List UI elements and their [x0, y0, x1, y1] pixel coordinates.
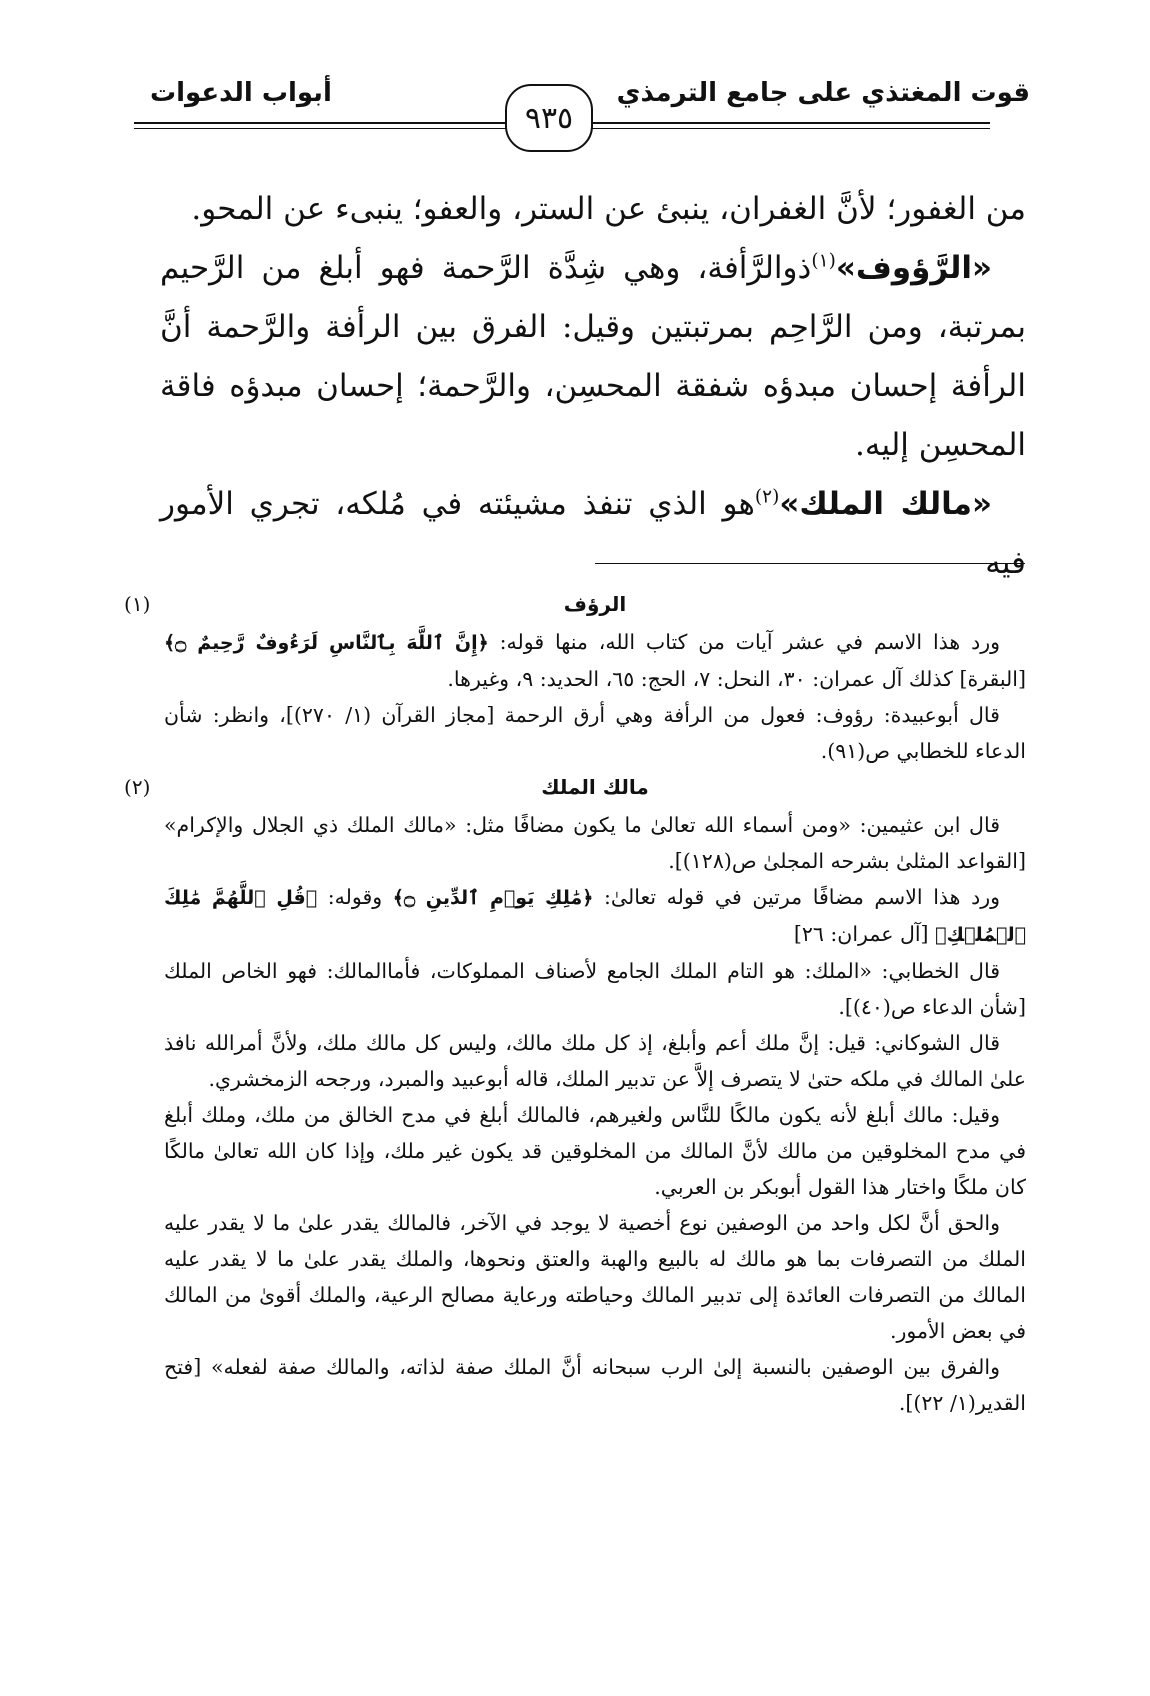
footnote-2-paragraph-7: والفرق بين الوصفين بالنسبة إلىٰ الرب سبحانه أنَّ الملك صفة لذاته، والمالك صفة لفعله» [فتح القدير(١/ ٢٢)]. [164, 1355, 1026, 1415]
footnote-1-title: الرؤف [563, 592, 627, 616]
header-rule-left-thin [134, 128, 506, 129]
footnote-2-heading [124, 769, 1026, 807]
header-rule-right-thick [588, 122, 990, 124]
footnote-2-text-a: ورد هذا الاسم مضافًا مرتين في قوله تعالىٰ: [593, 885, 1001, 909]
footnote-ref-1[interactable]: (١) [811, 250, 836, 272]
quran-verse: ﴿قُلِ ٱللَّهُمَّ مَٰلِكَ ٱلۡمُلۡكِ﴾ [164, 887, 1026, 946]
main-paragraph-1: من الغفور؛ لأنَّ الغفران، ينبئ عن الستر، والعفو؛ ينبىء عن المحو. [191, 191, 1026, 227]
footnote-2-text-b: وقوله: [317, 885, 393, 909]
footnote-1-text-a: ورد هذا الاسم في عشر آيات من كتاب الله، منها قوله: [488, 630, 1000, 654]
footnote-1-text-b: [البقرة] كذلك آل عمران: ٣٠، النحل: ٧، الحج: ٦٥، الحديد: ٩، وغيرها. [447, 667, 1026, 691]
page-number: ٩٣٥ [524, 100, 574, 136]
footnote-ref-2[interactable]: (٢) [754, 486, 780, 508]
running-head-chapter-title: أبواب الدعوات [150, 78, 332, 108]
header-rule-left-thick [134, 122, 506, 124]
main-paragraph-3-text: هو الذي تنفذ مشيئته في مُلكه، تجري الأمور فيه [160, 486, 1026, 581]
term-raouf: «الرَّؤوف» [835, 250, 992, 286]
footnote-2-paragraph-5: وقيل: مالك أبلغ لأنه يكون مالكًا للنَّاس ولغيرهم، فالمالك أبلغ في مدح الخالق من ملك، وملك أبلغ في مدح المخلوقين من مالك لأنَّ المالك من المخلوقين قد يكون غير ملك، وإذا كان الله تعالىٰ مالكًا كان ملكًا واختار هذا القول أبوبكر بن العربي. [164, 1103, 1026, 1199]
footnote-1-paragraph-1 [164, 624, 1026, 697]
footnote-2-title: مالك الملك [541, 775, 649, 799]
running-head-book-title: قوت المغتذي على جامع الترمذي [616, 78, 1030, 108]
term-malik-al-mulk: «مالك الملك» [779, 486, 992, 522]
footnote-1-number: (١) [124, 592, 151, 616]
footnote-1-paragraph-2: قال أبوعبيدة: رؤوف: فعول من الرأفة وهي أرق الرحمة [مجاز القرآن (١/ ٢٧٠)]، وانظر: شأن الدعاء للخطابي ص(٩١). [164, 703, 1026, 763]
footnote-2-paragraph-2 [164, 879, 1026, 953]
quran-verse: ﴿إِنَّ ٱللَّهَ بِٱلنَّاسِ لَرَءُوفٌ رَّحِيمٌ ۝﴾ [164, 632, 489, 654]
quran-verse: ﴿مَٰلِكِ يَوۡمِ ٱلدِّينِ ۝﴾ [392, 887, 594, 909]
footnote-2-number: (٢) [124, 775, 151, 799]
main-text [160, 180, 1026, 593]
footnotes [124, 586, 1026, 1421]
footnote-2-paragraph-3: قال الخطابي: «الملك: هو التام الملك الجامع لأصناف المملوكات، فأماالمالك: فهو الخاص الملك [شأن الدعاء ص(٤٠)]. [164, 959, 1026, 1019]
footnote-2-paragraph-6: والحق أنَّ لكل واحد من الوصفين نوع أخصية لا يوجد في الآخر، فالمالك يقدر علىٰ ما لا يقدر عليه الملك من التصرفات بما هو مالك له بالبيع والهبة والعتق ونحوها، والملك يقدر علىٰ ما لا يقدر عليه المالك من التصرفات العائدة إلى تدبير المالك وحياطته ورعاية مصالح الرعية، والملك أقوىٰ من المالك في بعض الأمور. [164, 1211, 1026, 1343]
footnote-separator [595, 563, 1025, 564]
header-rule-right-thin [588, 128, 990, 129]
main-paragraph-2 [160, 239, 1026, 475]
main-paragraph-3 [160, 475, 1026, 593]
page-number-badge [505, 84, 593, 152]
main-paragraph-2-text: ذوالرَّأفة، وهي شِدَّة الرَّحمة فهو أبلغ من الرَّحيم بمرتبة، ومن الرَّاحِم بمرتبتين وقيل: الفرق بين الرأفة والرَّحمة أنَّ الرأفة إحسان مبدؤه شفقة المحسِن، والرَّحمة؛ إحسان مبدؤه فاقة المحسِن إليه. [160, 250, 1026, 463]
footnote-1-heading [124, 586, 1026, 624]
footnote-2-paragraph-4: قال الشوكاني: قيل: إنَّ ملك أعم وأبلغ، إذ كل ملك مالك، وليس كل مالك ملك، ولأنَّ أمرالله نافذ علىٰ المالك في ملكه حتىٰ لا يتصرف إلاَّ عن تدبير الملك، قاله أبوعبيد والمبرد، ورجحه الزمخشري. [164, 1031, 1026, 1091]
footnote-2-paragraph-1: قال ابن عثيمين: «ومن أسماء الله تعالىٰ ما يكون مضافًا مثل: «مالك الملك ذي الجلال والإكرام» [القواعد المثلىٰ بشرحه المجلىٰ ص(١٢٨)]. [164, 813, 1026, 873]
footnote-2-text-c: [آل عمران: ٢٦] [793, 922, 936, 946]
